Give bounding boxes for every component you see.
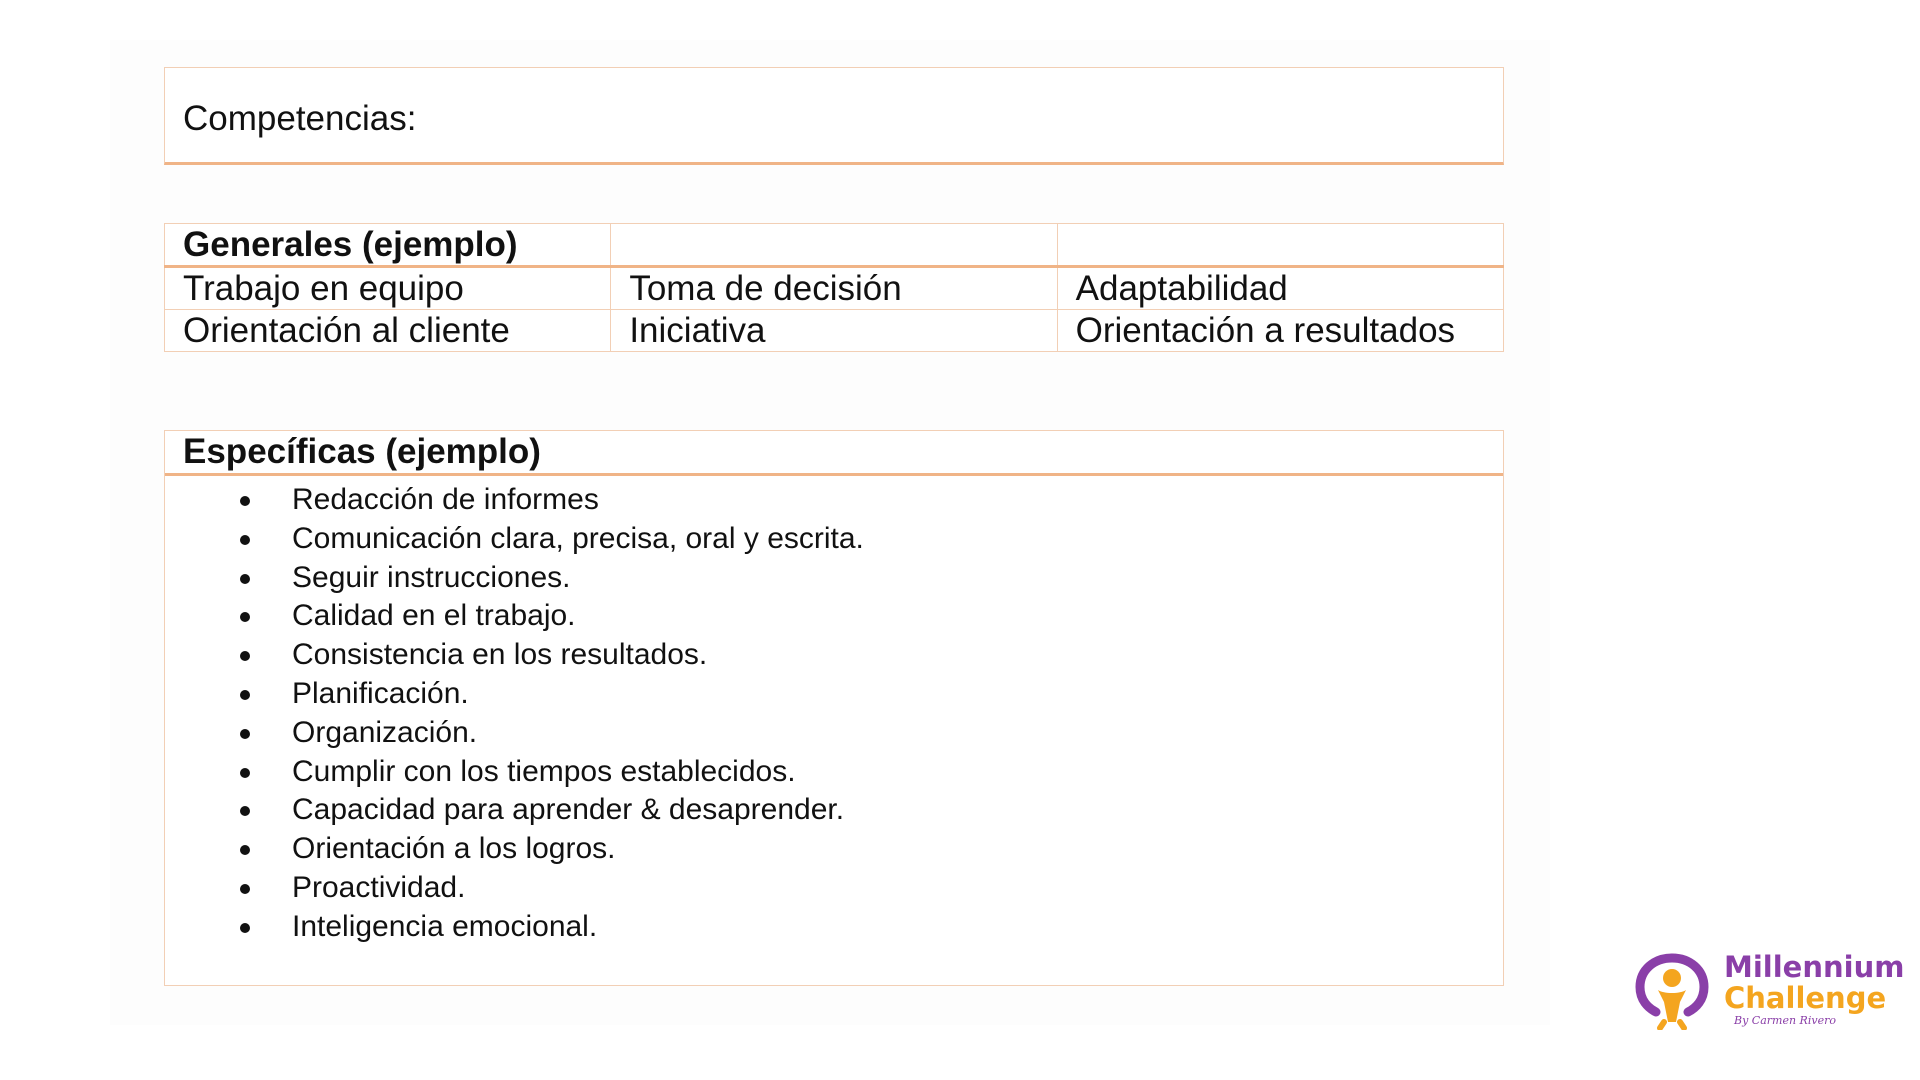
- bullet-icon: [240, 535, 250, 545]
- list-item: [165, 520, 864, 559]
- list-item-label: Cumplir con los tiempos establecidos.: [292, 754, 796, 788]
- list-item-label: Capacidad para aprender & desaprender.: [292, 793, 845, 827]
- table-row: [165, 310, 1504, 352]
- bullet-icon: [240, 884, 250, 894]
- list-item: [165, 559, 864, 598]
- table-cell: Toma de decisión: [611, 267, 1057, 310]
- list-item: [165, 636, 864, 675]
- list-item-label: Planificación.: [292, 676, 469, 710]
- person-heart-icon: [1634, 950, 1710, 1030]
- bullet-icon: [240, 806, 250, 816]
- generales-heading: Generales (ejemplo): [165, 224, 611, 267]
- list-item-label: Redacción de informes: [292, 483, 599, 516]
- list-item-label: Inteligencia emocional.: [292, 909, 598, 943]
- logo-title-line2: Challenge: [1724, 981, 1887, 1015]
- list-item: [165, 675, 864, 714]
- list-item-label: Calidad en el trabajo.: [292, 599, 576, 633]
- especificas-list: [165, 481, 864, 947]
- generales-table: [164, 223, 1504, 352]
- list-item: [165, 714, 864, 753]
- bullet-icon: [240, 690, 250, 700]
- bullet-icon: [240, 845, 250, 855]
- list-item-label: Consistencia en los resultados.: [292, 638, 708, 672]
- table-cell: Iniciativa: [611, 310, 1057, 352]
- generales-header-row: [165, 224, 1504, 267]
- table-cell: Adaptabilidad: [1057, 267, 1503, 310]
- generales-header-empty-cell: [1057, 224, 1503, 267]
- list-item: [165, 830, 864, 869]
- list-item: [165, 597, 864, 636]
- bullet-icon: [240, 612, 250, 622]
- list-item: [165, 753, 864, 792]
- logo-byline: By Carmen Rivero: [1734, 1014, 1836, 1027]
- list-item: [165, 869, 864, 908]
- especificas-heading: Específicas (ejemplo): [165, 431, 1503, 476]
- table-cell: Trabajo en equipo: [165, 267, 611, 310]
- list-item: [165, 908, 864, 947]
- bullet-icon: [240, 729, 250, 739]
- competencias-box: [164, 67, 1504, 165]
- list-item-label: Seguir instrucciones.: [292, 560, 571, 594]
- logo-title-line1: Millennium: [1724, 950, 1905, 984]
- list-item-label: Proactividad.: [292, 870, 466, 904]
- list-item: [165, 481, 864, 520]
- table-cell: Orientación a resultados: [1057, 310, 1503, 352]
- table-cell: Orientación al cliente: [165, 310, 611, 352]
- especificas-box: [164, 430, 1504, 986]
- bullet-icon: [240, 496, 250, 506]
- list-item-label: Comunicación clara, precisa, oral y escrita.: [292, 521, 864, 555]
- bullet-icon: [240, 574, 250, 584]
- millennium-challenge-logo: [1628, 950, 1905, 1030]
- bullet-icon: [240, 651, 250, 661]
- list-item-label: Organización.: [292, 715, 478, 749]
- bullet-icon: [240, 768, 250, 778]
- list-item: [165, 791, 864, 830]
- list-item-label: Orientación a los logros.: [292, 832, 616, 866]
- generales-header-empty-cell: [611, 224, 1057, 267]
- table-row: [165, 267, 1504, 310]
- competencias-title: Competencias:: [183, 99, 417, 138]
- bullet-icon: [240, 923, 250, 933]
